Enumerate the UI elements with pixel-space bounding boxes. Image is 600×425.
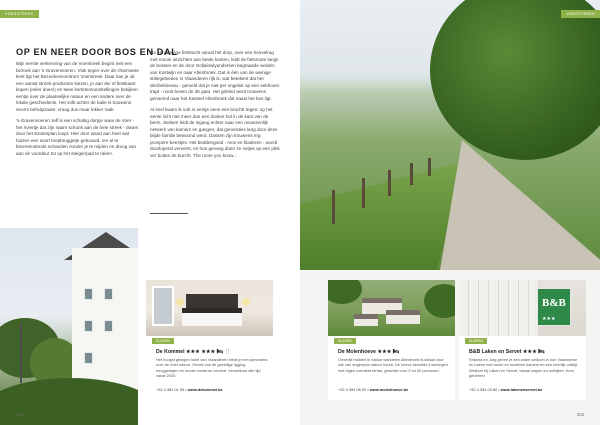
phone-number: +32 4 381 03 80: [469, 387, 498, 392]
card-title: B&B Laken en Servet ★★★ 🛏: [469, 349, 545, 355]
bnb-logo: B&B ★★★: [537, 288, 571, 326]
accommodation-card: [328, 280, 455, 400]
section-tag: VOERSTREEK: [0, 10, 39, 18]
card-description: Onverlijf midden in natuur wandelen Altenbroek is ideaal voor wie van ongerepte natuur houdt. De hoeve beschikt 4 woningen met eigen overdekt terras, geschikt voor 2 tot 30 personen.: [338, 357, 448, 373]
article-column-1: [16, 61, 140, 162]
paragraph: 's-Gravenvoeren zelf is een schattig dorpje waar de Voer - het riviertje dat zijn naam schonk aan de hele streek - dwars door het stratenplan loopt. Hier door wand aan heel wat huizen een soort toepbruggetje gebouwd, om al te bevreemdende schanden zonder je te mijden en droog van aan de voordeur tot op het steiger/pad te raken.: [16, 118, 139, 156]
card-title: De Kommel ★★★ ★★★ 🛏 🍴: [156, 349, 232, 355]
section-tag: VOERSTREEK: [561, 10, 600, 18]
category-badge: SLAPEN: [334, 338, 356, 344]
card-contact: +32 4 381 03 80 • www.lakenenservet.be: [469, 387, 543, 392]
accommodation-card: [459, 280, 586, 400]
house-photo: [0, 228, 138, 425]
divider: [150, 213, 188, 214]
paragraph: Mijn eerste verkenning van de Voerstreek begint met een bezoek aan 's-Gravenvoeren. Vlak tegen-over de charmante kerk ligt het Bezoekerscentrum Voerstreek. Daar kan je uit een aantal streek-producten kiezen, je aan de/ of fietskaart kopen (reiler doen!) en twee kortetentoonstellingen bekijken: eentje over de plaatselijke natuur en een andere over de lokale geschiedenis. Het volk achter de balie is trouwens enorm behulpzaam: vraag dus maar lekker raak.: [16, 61, 139, 112]
paragraph: Na een stevige fietstocht vanuit het dorp, over een heuvelrug met mooie uitzichten aan beide kanten, leidt de fietsroute langs de bossen en de door Gollalowlyandersen begraasde weiden van Kostwijn en naar Altenbroek. Dat is één van de weinige stiltegebieden in Vlaanderen rijk is, wat betekent dat het decibelniveau - gemeld dat je niet per ongeluk op een eekhoorn trapt - nooit boven de 35 gaat. Het gebied werd trouwens genoemd naar het Kasteel Altenbroek dat naast het bos ligt.: [150, 50, 280, 101]
website-link[interactable]: www.molenhoeve.be: [369, 387, 409, 392]
website-link[interactable]: www.dekommel.be: [187, 387, 223, 392]
phone-number: +32 4 381 01 95: [156, 387, 185, 392]
category-badge: SLAPEN: [152, 338, 174, 344]
article-headline: OP EN NEER DOOR BOS EN DAL: [16, 47, 178, 57]
paragraph: Al snel kwam ik ook in eentje eens een bruchtt tegen: op het eente licht niet meer dan een donker hol in de kant van de berm. Stelsen leidt de ingang echter naar een onwezenlijk netwerk van kamers en gangen, dat generaties lang door deze blijde familie bewoond werd. Dassen zijn trouwens erg pronpere beestjes. Het beddengoed - mos en bladeren - wordt doorlopend ververst, en hun gevoeg doen ze netjes op een plek ver buiten de burcht. The more you know...: [150, 107, 280, 158]
farmhouse-aerial-photo: [328, 280, 455, 336]
country-path-photo: [300, 0, 600, 270]
page-number: 203: [577, 412, 584, 417]
accommodation-card: [146, 280, 273, 400]
page-number: 202: [16, 412, 23, 417]
card-contact: +32 4 381 06 00 • www.molenhoeve.be: [338, 387, 409, 392]
card-title: De Molenhoeve ★★★ 🛏: [338, 349, 400, 355]
bnb-sign-photo: [459, 280, 586, 336]
phone-number: +32 4 381 06 00: [338, 387, 367, 392]
card-description: Shanna en Jorg geven je een warm welkom in hun Vlaanderse en hoeve met ruime en moderne kamers en een heerlijk ontbijt. Welkom bij Laken en Servet, ideaal slapen en ontbijten. Kom genieten!: [469, 357, 578, 378]
card-description: Het hoogst gelegen hotel van Vlaanderen biedt je een panorama over de Voer natuur. Geniet van de gezellige ligging, hooggelegen en mooie moderne comfort. Verwelkom alle tijd vanaf 2020.: [156, 357, 268, 378]
website-link[interactable]: www.lakenenservet.be: [500, 387, 543, 392]
article-column-2: [150, 50, 280, 164]
hotel-room-photo: [146, 280, 273, 336]
category-badge: SLAPEN: [465, 338, 487, 344]
card-contact: +32 4 381 01 95 • www.dekommel.be: [156, 387, 223, 392]
